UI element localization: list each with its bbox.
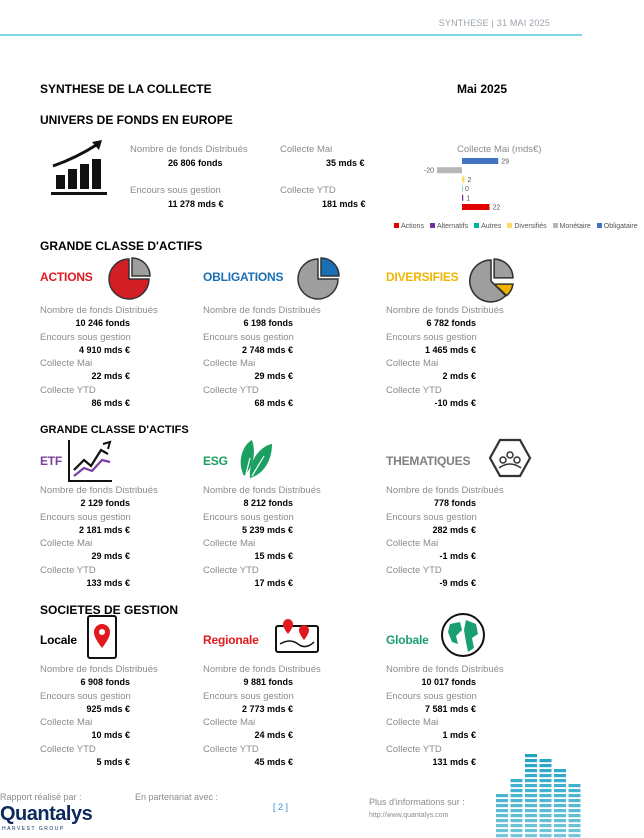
nb-label: Nombre de fonds Distribués (203, 485, 321, 496)
deco-bar-segment (525, 754, 537, 757)
mai-label: Collecte Mai (203, 538, 256, 550)
deco-bar-segment (540, 809, 552, 812)
deco-bar-segment (540, 774, 552, 777)
deco-bar-segment (569, 799, 581, 802)
stats-diversifies (386, 304, 546, 410)
legend-label: Actions (401, 223, 424, 230)
stats-obligations (203, 304, 363, 410)
category-title-actions: ACTIONS (40, 270, 93, 284)
nb-label: Nombre de fonds Distribués (386, 305, 504, 316)
deco-bar-segment (540, 794, 552, 797)
mai-value: 24 mds € (254, 730, 293, 741)
deco-bar-segment (511, 824, 523, 827)
deco-bar-segment (496, 804, 508, 807)
footer-rapport: Rapport réalisé par : (0, 792, 82, 802)
deco-bar-segment (540, 814, 552, 817)
encours-value: 282 mds € (432, 524, 476, 535)
univers-nb-value: 26 806 fonds (168, 158, 223, 168)
deco-bar-segment (569, 804, 581, 807)
deco-bar-segment (525, 794, 537, 797)
logo-subtitle: HARVEST GROUP (2, 826, 65, 832)
chart-data-label: 0 (465, 186, 469, 194)
deco-bar-segment (496, 799, 508, 802)
deco-bar-segment (540, 784, 552, 787)
deco-bar-segment (569, 784, 581, 787)
mai-label: Collecte Mai (203, 717, 256, 729)
deco-bar-segment (525, 784, 537, 787)
ytd-label: Collecte YTD (40, 564, 96, 576)
nb-label: Nombre de fonds Distribués (386, 485, 504, 496)
deco-bar-segment (511, 789, 523, 792)
deco-bar-segment (554, 789, 566, 792)
footer-partenariat: En partenariat avec : (135, 792, 219, 802)
section-societes-heading: SOCIETES DE GESTION (40, 603, 179, 617)
chart-bar (437, 167, 462, 173)
ytd-value: 68 mds € (254, 398, 293, 409)
header-text: SYNTHESE | 31 MAI 2025 (438, 18, 550, 28)
stats-esg (203, 484, 363, 590)
page-number: [ 2 ] (273, 802, 289, 812)
category-title-thematiques: THEMATIQUES (386, 454, 471, 468)
deco-bar-segment (525, 809, 537, 812)
section-classes-heading-2: GRANDE CLASSE D'ACTIFS (40, 424, 189, 436)
encours-label: Encours sous gestion (203, 690, 294, 702)
footer-info: Plus d'informations sur : (369, 797, 465, 807)
legend-label: Monétaire (559, 223, 591, 230)
mai-value: 22 mds € (91, 371, 130, 382)
legend-item (507, 219, 546, 234)
deco-bar-segment (554, 829, 566, 832)
nb-label: Nombre de fonds Distribués (40, 485, 158, 496)
legend-swatch (597, 223, 602, 228)
deco-bar-segment (511, 814, 523, 817)
deco-bar-segment (540, 764, 552, 767)
mai-value: 29 mds € (254, 371, 293, 382)
deco-bar-segment (554, 794, 566, 797)
globe-icon (440, 612, 486, 658)
pie-chart-icon (296, 257, 340, 301)
legend-swatch (474, 223, 479, 228)
deco-bar-segment (496, 819, 508, 822)
deco-bar-segment (525, 769, 537, 772)
legend-label: Obligataire (603, 223, 638, 230)
leaf-icon (238, 434, 274, 480)
mai-label: Collecte Mai (40, 358, 93, 370)
nb-label: Nombre de fonds Distribués (203, 305, 321, 316)
encours-label: Encours sous gestion (386, 331, 477, 343)
deco-bar-segment (569, 789, 581, 792)
nb-label: Nombre de fonds Distribués (386, 664, 504, 675)
deco-bar-segment (554, 814, 566, 817)
deco-bar-segment (540, 799, 552, 802)
category-title-regionale: Regionale (203, 633, 259, 647)
deco-bar-segment (569, 824, 581, 827)
stats-actions (40, 304, 200, 410)
ytd-label: Collecte YTD (203, 384, 259, 396)
legend-swatch (553, 223, 558, 228)
legend-item (394, 219, 424, 234)
chart-data-label: 2 (467, 176, 472, 184)
deco-bar-segment (540, 769, 552, 772)
legend-label: Diversifiés (514, 223, 547, 230)
deco-bar-segment (525, 759, 537, 762)
deco-bar-segment (511, 834, 523, 837)
nb-label: Nombre de fonds Distribués (40, 305, 158, 316)
mai-value: 1 mds € (442, 730, 476, 741)
deco-bar-segment (525, 824, 537, 827)
chart-bar (462, 195, 463, 201)
ytd-label: Collecte YTD (386, 743, 442, 755)
ytd-value: 133 mds € (86, 578, 130, 589)
univers-ytd-value: 181 mds € (322, 199, 366, 209)
univers-nb-label: Nombre de fonds Distribués (130, 144, 248, 155)
ytd-value: -10 mds € (434, 398, 476, 409)
deco-bar-segment (554, 819, 566, 822)
chart-legend (394, 219, 638, 234)
deco-bar-segment (554, 799, 566, 802)
deco-bar-segment (511, 809, 523, 812)
legend-label: Autres (481, 223, 502, 230)
section-classes-heading: GRANDE CLASSE D'ACTIFS (40, 239, 203, 253)
deco-bar-segment (496, 794, 508, 797)
deco-bar-segment (540, 789, 552, 792)
line-chart-icon (66, 438, 114, 484)
deco-bar-segment (540, 829, 552, 832)
deco-bar-segment (511, 794, 523, 797)
encours-label: Encours sous gestion (203, 511, 294, 523)
encours-label: Encours sous gestion (40, 511, 131, 523)
mai-label: Collecte Mai (40, 717, 93, 729)
nb-value: 10 246 fonds (75, 318, 130, 329)
deco-bar-segment (540, 824, 552, 827)
nb-value: 9 881 fonds (243, 677, 293, 688)
category-title-locale: Locale (40, 633, 77, 647)
mai-label: Collecte Mai (40, 538, 93, 550)
deco-bar-segment (496, 814, 508, 817)
nb-label: Nombre de fonds Distribués (40, 664, 158, 675)
mai-value: 29 mds € (91, 551, 130, 562)
chart-bar (462, 204, 490, 210)
nb-label: Nombre de fonds Distribués (203, 664, 321, 675)
chart-title: Collecte Mai (mds€) (457, 144, 542, 155)
deco-bar-segment (525, 779, 537, 782)
chart-data-label: -20 (423, 167, 434, 175)
mai-label: Collecte Mai (386, 538, 439, 550)
encours-label: Encours sous gestion (40, 331, 131, 343)
category-title-obligations: OBLIGATIONS (203, 270, 284, 284)
univers-heading: UNIVERS DE FONDS EN EUROPE (40, 113, 233, 127)
decorative-bars-graphic (494, 752, 582, 838)
ytd-label: Collecte YTD (203, 564, 259, 576)
ytd-label: Collecte YTD (386, 384, 442, 396)
chart-bar (462, 158, 498, 164)
deco-bar-segment (569, 834, 581, 837)
ytd-value: 5 mds € (96, 757, 130, 768)
deco-bar-segment (511, 779, 523, 782)
deco-bar-segment (554, 809, 566, 812)
deco-bar-segment (525, 764, 537, 767)
deco-bar-segment (569, 809, 581, 812)
deco-bar-segment (540, 779, 552, 782)
deco-bar-segment (525, 834, 537, 837)
legend-item (430, 219, 468, 234)
report-date: Mai 2025 (457, 82, 508, 96)
deco-bar-segment (569, 819, 581, 822)
stats-thematiques (386, 484, 546, 590)
deco-bar-segment (496, 809, 508, 812)
collecte-bar-chart (400, 156, 540, 212)
deco-bar-segment (540, 834, 552, 837)
deco-bar-segment (540, 804, 552, 807)
nb-value: 10 017 fonds (421, 677, 476, 688)
legend-item (474, 219, 501, 234)
ytd-value: 86 mds € (91, 398, 130, 409)
deco-bar-segment (525, 799, 537, 802)
deco-bar-segment (540, 819, 552, 822)
nb-value: 778 fonds (433, 498, 476, 509)
deco-bar-segment (554, 769, 566, 772)
header-divider (0, 34, 582, 36)
encours-value: 2 773 mds € (241, 703, 293, 714)
legend-item (597, 219, 638, 234)
deco-bar-segment (525, 819, 537, 822)
theme-hexagon-icon (488, 438, 532, 478)
legend-label: Alternatifs (436, 223, 469, 230)
mai-label: Collecte Mai (386, 358, 439, 370)
deco-bar-segment (540, 759, 552, 762)
legend-swatch (430, 223, 435, 228)
stats-regionale (203, 663, 363, 769)
chart-data-label: 22 (492, 204, 501, 212)
deco-bar-segment (496, 834, 508, 837)
univers-mai-value: 35 mds € (326, 158, 365, 168)
deco-bar-segment (569, 814, 581, 817)
deco-bar-segment (554, 774, 566, 777)
ytd-label: Collecte YTD (40, 384, 96, 396)
legend-swatch (507, 223, 512, 228)
deco-bar-segment (554, 779, 566, 782)
deco-bar-segment (569, 829, 581, 832)
deco-bar-segment (525, 774, 537, 777)
univers-ytd-label: Collecte YTD (280, 185, 336, 196)
chart-data-label: 29 (501, 158, 510, 166)
univers-encours-value: 11 278 mds € (168, 199, 224, 209)
ytd-label: Collecte YTD (386, 564, 442, 576)
mai-value: -1 mds € (439, 551, 476, 562)
map-region-icon (274, 614, 320, 654)
pie-chart-icon (468, 258, 514, 304)
deco-bar-segment (511, 784, 523, 787)
nb-value: 2 129 fonds (80, 498, 130, 509)
deco-bar-segment (554, 834, 566, 837)
ytd-value: 131 mds € (432, 757, 476, 768)
encours-label: Encours sous gestion (386, 511, 477, 523)
ytd-value: -9 mds € (439, 578, 476, 589)
deco-bar-segment (525, 814, 537, 817)
nb-value: 6 198 fonds (243, 318, 293, 329)
ytd-label: Collecte YTD (203, 743, 259, 755)
deco-bar-segment (496, 829, 508, 832)
map-pin-icon (86, 614, 118, 660)
encours-label: Encours sous gestion (40, 690, 131, 702)
mai-value: 10 mds € (91, 730, 130, 741)
deco-bar-segment (554, 824, 566, 827)
mai-label: Collecte Mai (203, 358, 256, 370)
deco-bar-segment (525, 789, 537, 792)
deco-bar-segment (525, 829, 537, 832)
ytd-value: 17 mds € (254, 578, 293, 589)
page-title: SYNTHESE DE LA COLLECTE (40, 82, 212, 96)
mai-value: 15 mds € (254, 551, 293, 562)
legend-swatch (394, 223, 399, 228)
mai-value: 2 mds € (442, 371, 476, 382)
encours-value: 2 748 mds € (241, 344, 293, 355)
univers-encours-label: Encours sous gestion (130, 185, 221, 196)
category-title-globale: Globale (386, 633, 429, 647)
deco-bar-segment (496, 824, 508, 827)
deco-bar-segment (511, 819, 523, 822)
deco-bar-segment (511, 799, 523, 802)
stats-etf (40, 484, 200, 590)
encours-value: 5 239 mds € (241, 524, 293, 535)
deco-bar-segment (554, 804, 566, 807)
stats-locale (40, 663, 200, 769)
deco-bar-segment (569, 794, 581, 797)
pie-chart-icon (107, 257, 151, 301)
chart-bar (462, 186, 463, 192)
encours-label: Encours sous gestion (386, 690, 477, 702)
deco-bar-segment (525, 804, 537, 807)
deco-bar-segment (511, 829, 523, 832)
univers-mai-label: Collecte Mai (280, 144, 333, 155)
mai-label: Collecte Mai (386, 717, 439, 729)
category-title-diversifies: DIVERSIFIES (386, 270, 459, 284)
encours-value: 2 181 mds € (78, 524, 130, 535)
legend-item (553, 219, 591, 234)
footer-url[interactable]: http://www.quantalys.com (369, 812, 449, 819)
encours-label: Encours sous gestion (203, 331, 294, 343)
nb-value: 8 212 fonds (243, 498, 293, 509)
growth-chart-icon (48, 138, 110, 198)
category-title-esg: ESG (203, 454, 228, 468)
ytd-label: Collecte YTD (40, 743, 96, 755)
ytd-value: 45 mds € (254, 757, 293, 768)
nb-value: 6 782 fonds (426, 318, 476, 329)
encours-value: 925 mds € (86, 703, 130, 714)
quantalys-logo: Quantalys (0, 803, 93, 825)
chart-bar (462, 176, 465, 182)
chart-data-label: 1 (466, 195, 471, 203)
category-title-etf: ETF (40, 454, 63, 468)
encours-value: 7 581 mds € (424, 703, 476, 714)
encours-value: 4 910 mds € (78, 344, 130, 355)
nb-value: 6 908 fonds (80, 677, 130, 688)
deco-bar-segment (511, 804, 523, 807)
deco-bar-segment (554, 784, 566, 787)
encours-value: 1 465 mds € (424, 344, 476, 355)
